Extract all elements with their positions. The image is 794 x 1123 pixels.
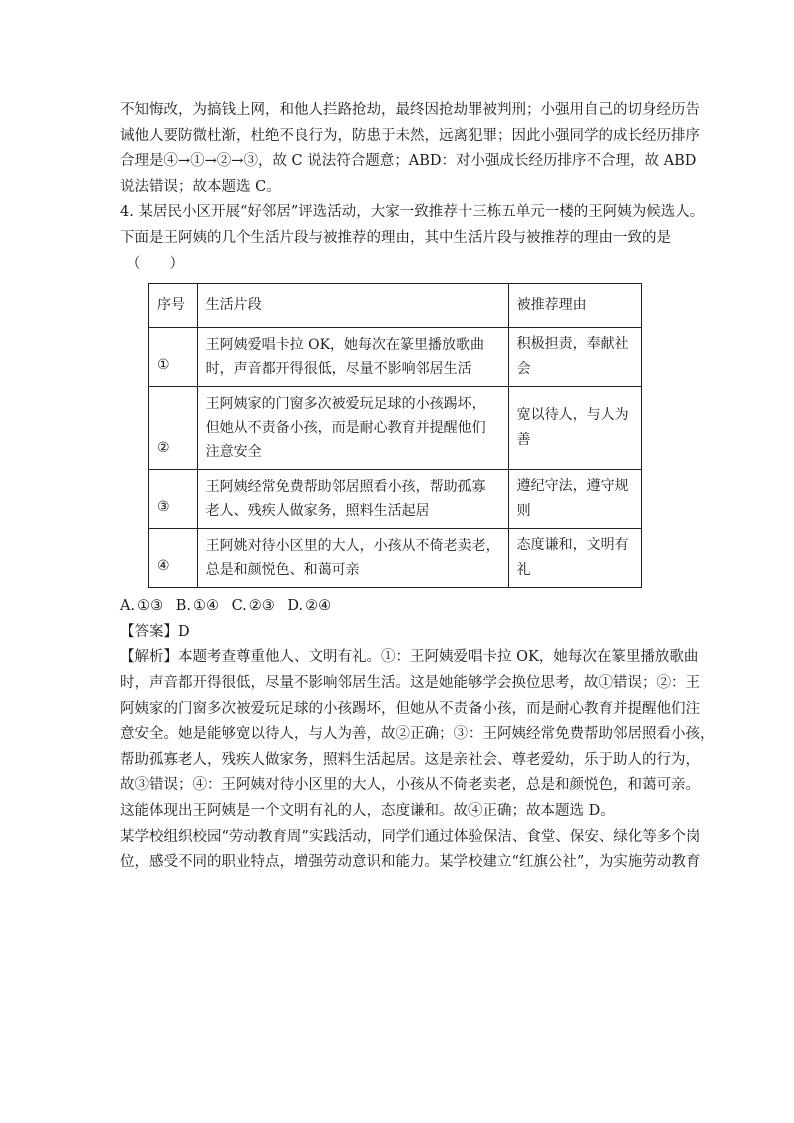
table-row (149, 529, 642, 588)
analysis-line: 阿姨家的门窗多次被爱玩足球的小孩踢坏，但她从不责备小孩，而是耐心教育并提醒他们注 (120, 700, 700, 717)
text-line: 某学校组织校园“劳动教育周”实践活动，同学们通过体验保洁、食堂、保安、绿化等多个岗 (120, 828, 701, 845)
answer-line (120, 620, 680, 646)
text-line: 诫他人要防微杜渐，杜绝不良行为，防患于未然，远离犯罪；因此小强同学的成长经历排序 (120, 127, 700, 144)
row-index: ④ (149, 529, 198, 588)
option-d: D. ②④ (287, 598, 332, 615)
analysis-line: 意安全。她是能够宽以待人，与人为善，故②正确；③：王阿姨经常免费帮助邻居照看小孩， (120, 726, 715, 743)
column-header-reason: 被推荐理由 (508, 284, 641, 328)
table-row (149, 328, 642, 387)
answer-label: 【答案】 (120, 623, 178, 640)
row-index: ① (149, 328, 198, 387)
cell-line: 总是和颜悦色、和蔼可亲 (205, 562, 360, 579)
column-header-life-fragment: 生活片段 (197, 284, 508, 328)
cell-line: 时，声音都开得很低，尽量不影响邻居生活 (205, 361, 472, 378)
row-life-fragment (197, 470, 508, 529)
next-question-intro (120, 825, 701, 876)
cell-line: 王阿姨经常免费帮助邻居照看小孩，帮助孤寡 (205, 479, 486, 496)
question-4 (120, 200, 715, 824)
row-life-fragment (197, 387, 508, 470)
cell-line: 注意安全 (205, 444, 262, 461)
analysis-line: 故③错误；④：王阿姨对待小区里的大人，小孩从不倚老卖老，总是和颜悦色，和蔼可亲。 (120, 777, 700, 794)
question-stem-line: 4. 某居民小区开展“好邻居”评选活动，大家一致推荐十三栋五单元一楼的王阿姨为候选人。 (120, 204, 705, 221)
column-header-index: 序号 (149, 284, 198, 328)
row-reason: 态度谦和，文明有礼 (508, 529, 641, 588)
previous-answer-block (120, 98, 700, 200)
answer-options (120, 594, 680, 620)
answer-value: D (178, 623, 190, 640)
analysis-block (120, 645, 715, 824)
row-index: ③ (149, 470, 198, 529)
text-line: 不知悔改，为搞钱上网，和他人拦路抢劫，最终因抢劫罪被判刑；小强用自己的切身经历告 (120, 102, 700, 118)
table-row (149, 387, 642, 470)
analysis-label: 【解析】 (120, 649, 178, 666)
analysis-line: 这能体现出王阿姨是一个文明有礼的人，态度谦和。故④正确；故本题选 D。 (120, 802, 615, 819)
row-life-fragment (197, 529, 508, 588)
row-reason: 遵纪守法，遵守规则 (508, 470, 641, 529)
cell-line: 老人、残疾人做家务，照料生活起居 (205, 503, 430, 520)
text-line: 说法错误；故本题选 C。 (120, 178, 281, 195)
analysis-line: 时，声音都开得很低，尽量不影响邻居生活。这是她能够学会换位思考，故①错误；②：王 (120, 674, 700, 691)
text-line: 合理是④→①→②→③，故 C 说法符合题意；ABD：对小强成长经历排序不合理，故 ABD (120, 153, 697, 170)
life-fragments-table (148, 283, 642, 588)
table-row (149, 470, 642, 529)
analysis-line: 帮助孤寡老人，残疾人做家务，照料生活起居。这是亲社会、尊老爱幼，乐于助人的行为， (120, 751, 700, 768)
row-index: ② (149, 387, 198, 470)
cell-line: 王阿姚对待小区里的大人，小孩从不倚老卖老， (205, 538, 500, 555)
answer-parentheses: （ ） (126, 255, 184, 272)
document-page (120, 98, 715, 876)
text-line: 位，感受不同的职业特点，增强劳动意识和能力。某学校建立“红旗公社”，为实施劳动教育 (120, 854, 701, 871)
option-b: B. ①④ (175, 598, 219, 615)
analysis-line: 【解析】本题考查尊重他人、文明有礼。①：王阿姨爱唱卡拉 OK，她每次在篆里播放歌曲 (120, 649, 699, 666)
cell-line: 王阿姨爱唱卡拉 OK，她每次在篆里播放歌曲 (205, 337, 485, 354)
option-c: C. ②③ (231, 598, 275, 615)
table-header-row (149, 284, 642, 328)
question-stem-line: 下面是王阿姨的几个生活片段与被推荐的理由，其中生活片段与被推荐的理由一致的是 (120, 229, 671, 246)
row-reason: 积极担责，奉献社会 (508, 328, 641, 387)
row-reason: 宽以待人，与人为善 (508, 387, 641, 470)
row-life-fragment (197, 328, 508, 387)
option-a: A. ①③ (120, 598, 164, 615)
cell-line: 但她从不责备小孩，而是耐心教育并提醒他们 (205, 420, 486, 437)
cell-line: 王阿姨家的门窗多次被爱玩足球的小孩踢坏， (205, 396, 486, 413)
